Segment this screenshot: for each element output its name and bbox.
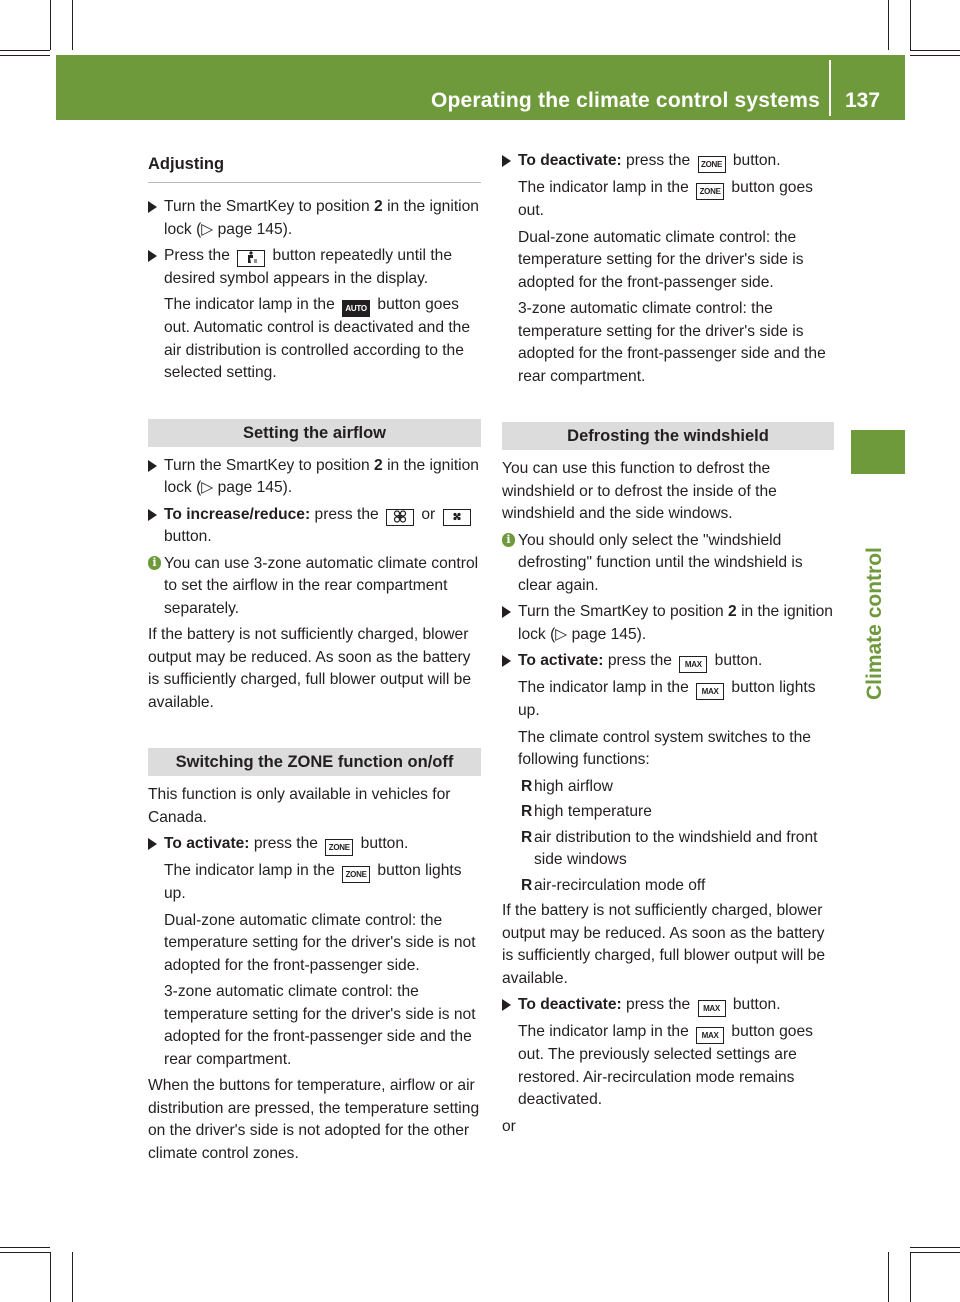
step-detail <box>148 294 481 385</box>
step-emphasis: 2 <box>374 456 383 474</box>
crop-mark <box>910 1247 960 1248</box>
list-item <box>502 875 834 898</box>
section-heading-defrost: Defrosting the windshield <box>502 422 834 450</box>
step-detail: Dual-zone automatic climate control: the temperature setting for the driver's side is adopted for the front-passenger side. <box>518 228 804 291</box>
step-arrow-icon <box>148 201 157 213</box>
fan-decrease-icon <box>443 509 471 526</box>
zone-icon: ZONE <box>342 866 370 883</box>
step-emphasis: To deactivate: <box>518 996 622 1013</box>
step-arrow-icon <box>148 509 157 521</box>
step-arrow-icon <box>502 999 511 1011</box>
step-text: Turn the SmartKey to position <box>164 198 375 215</box>
step-arrow-icon <box>502 606 511 618</box>
step-text: press the <box>621 996 695 1013</box>
section-heading-airflow: Setting the airflow <box>148 419 481 447</box>
step-text: button. <box>710 652 763 669</box>
crop-mark <box>910 50 960 51</box>
instruction-step <box>502 601 834 646</box>
instruction-step <box>148 455 481 500</box>
step-detail: 3-zone automatic climate control: the temperature setting for the driver's side is not adopted for the front-passenger side and the rear compartment. <box>164 983 476 1068</box>
info-note <box>148 553 481 621</box>
paragraph: This function is only available in vehicles for Canada. <box>148 786 451 826</box>
step-detail <box>148 860 481 906</box>
step-text: press the <box>310 505 383 523</box>
page-ref-icon: ▷ <box>201 220 214 238</box>
auto-icon: AUTO <box>342 300 370 317</box>
step-text: button goes out. The previously selected settings are restored. Air-recirculation mode remains deactivated. <box>518 1023 813 1108</box>
instruction-step <box>502 150 834 173</box>
instruction-step <box>502 994 834 1017</box>
defrost-max-icon: MAX <box>698 1000 726 1017</box>
defrost-max-icon: MAX <box>696 1027 724 1044</box>
crop-mark <box>888 1252 889 1302</box>
step-text: The indicator lamp in the <box>518 179 694 196</box>
step-text: or <box>417 505 440 523</box>
list-item <box>502 801 834 824</box>
paragraph: If the battery is not sufficiently charged, blower output may be reduced. As soon as the battery is sufficiently charged, full blower output will be available. <box>148 626 472 711</box>
step-text: Turn the SmartKey to position <box>518 603 729 620</box>
defrost-max-icon: MAX <box>679 656 707 673</box>
zone-icon: ZONE <box>696 183 724 200</box>
zone-icon: ZONE <box>325 839 353 856</box>
defrost-max-icon: MAX <box>696 683 724 700</box>
bullet-marker: R <box>521 777 533 795</box>
paragraph: When the buttons for temperature, airflow or air distribution are pressed, the temperature setting on the driver's side is not adopted for the other climate control zones. <box>148 1077 480 1162</box>
crop-mark <box>50 1252 51 1302</box>
list-item <box>502 827 834 872</box>
step-arrow-icon <box>148 250 157 262</box>
step-text: The indicator lamp in the <box>518 1023 694 1040</box>
instruction-step <box>148 245 481 290</box>
bullet-marker: R <box>521 876 533 894</box>
section-heading-adjusting: Adjusting <box>148 150 481 183</box>
note-text: You should only select the "windshield defrosting" function until the windshield is clear again. <box>518 531 803 594</box>
fan-increase-icon <box>386 509 414 526</box>
step-text: button lights up. <box>518 679 816 719</box>
page-number: 137 <box>845 89 881 112</box>
chapter-tab <box>851 430 905 474</box>
step-text: The indicator lamp in the <box>164 862 340 879</box>
page-ref-icon: ▷ <box>555 625 568 643</box>
step-detail <box>502 677 834 723</box>
page-ref-link[interactable]: page 145). <box>213 479 293 496</box>
step-text: button. <box>728 996 781 1013</box>
step-arrow-icon <box>502 155 511 167</box>
step-text: button goes out. Automatic control is deactivated and the air distribution is controlled according to the selected setting. <box>164 296 470 381</box>
page-ref-link[interactable]: page 145). <box>213 220 293 238</box>
info-note <box>502 530 834 598</box>
crop-mark <box>50 0 51 50</box>
paragraph: If the battery is not sufficiently charged, blower output may be reduced. As soon as the battery is sufficiently charged, full blower output will be available. <box>502 902 826 987</box>
step-arrow-icon <box>502 655 511 667</box>
step-text: button repeatedly until the desired symbol appears in the display. <box>164 247 452 287</box>
step-detail <box>502 1021 834 1112</box>
crop-mark <box>888 0 889 50</box>
list-item-text: air-recirculation mode off <box>534 876 706 894</box>
step-emphasis: To activate: <box>164 835 250 852</box>
page-title: Operating the climate control systems <box>430 89 820 112</box>
step-emphasis: To activate: <box>518 652 604 669</box>
instruction-step <box>148 504 481 549</box>
paragraph: or <box>502 1117 516 1135</box>
air-distribution-icon <box>237 250 265 267</box>
step-text: in the ignition lock ( <box>518 603 833 643</box>
instruction-step <box>148 196 481 241</box>
list-item-text: air distribution to the windshield and front side windows <box>534 828 818 868</box>
bullet-marker: R <box>521 803 533 820</box>
step-text: button. <box>728 152 781 169</box>
step-text: Turn the SmartKey to position <box>164 456 375 474</box>
step-text: Press the <box>164 247 235 264</box>
instruction-step <box>148 833 481 856</box>
crop-mark <box>0 55 50 56</box>
step-text: The indicator lamp in the <box>164 296 340 313</box>
instruction-step <box>502 650 834 673</box>
step-emphasis: To increase/reduce: <box>164 505 311 523</box>
step-text: press the <box>621 152 695 169</box>
step-detail: 3-zone automatic climate control: the temperature setting for the driver's side is adopted for the front-passenger side and the rear compartment. <box>518 300 826 385</box>
step-detail <box>502 177 834 223</box>
step-text: button lights up. <box>164 862 462 902</box>
step-text: button goes out. <box>518 179 813 219</box>
note-text: You can use 3-zone automatic climate control to set the airflow in the rear compartment separately. <box>164 554 479 617</box>
crop-mark <box>0 50 50 51</box>
crop-mark <box>72 1252 73 1302</box>
zone-icon: ZONE <box>698 156 726 173</box>
info-icon: i <box>148 556 161 570</box>
crop-mark <box>910 1252 960 1253</box>
crop-mark <box>910 0 911 50</box>
crop-mark <box>0 1247 50 1248</box>
list-item-text: high airflow <box>534 777 613 795</box>
step-text: The indicator lamp in the <box>518 679 694 696</box>
step-text: in the ignition lock ( <box>164 456 479 496</box>
step-arrow-icon <box>148 460 157 472</box>
crop-mark <box>0 1252 50 1253</box>
crop-mark <box>910 55 960 56</box>
crop-mark <box>910 1252 911 1302</box>
info-icon: i <box>502 533 515 547</box>
chapter-label: Climate control <box>863 547 886 700</box>
step-emphasis: To deactivate: <box>518 152 622 169</box>
step-text: press the <box>603 652 677 669</box>
left-column <box>148 150 481 1169</box>
list-item-text: high temperature <box>534 803 652 820</box>
bullet-marker: R <box>521 828 533 846</box>
step-text: button. <box>356 835 409 852</box>
step-detail: Dual-zone automatic climate control: the temperature setting for the driver's side is not adopted for the front-passenger side. <box>164 911 476 974</box>
step-detail: The climate control system switches to the following functions: <box>518 728 811 768</box>
section-heading-zone: Switching the ZONE function on/off <box>148 748 481 776</box>
crop-mark <box>72 0 73 50</box>
list-item <box>502 776 834 799</box>
page-ref-link[interactable]: page 145). <box>567 625 647 643</box>
step-text: button. <box>164 528 212 545</box>
page-ref-icon: ▷ <box>201 479 214 496</box>
step-arrow-icon <box>148 838 157 850</box>
paragraph: You can use this function to defrost the windshield or to defrost the inside of the windshield and the side windows. <box>502 460 777 522</box>
step-text: in the ignition lock ( <box>164 198 479 238</box>
step-emphasis: 2 <box>374 198 383 215</box>
right-column <box>502 150 834 1142</box>
step-emphasis: 2 <box>728 603 737 620</box>
step-text: press the <box>249 835 323 852</box>
header-separator <box>829 60 831 116</box>
